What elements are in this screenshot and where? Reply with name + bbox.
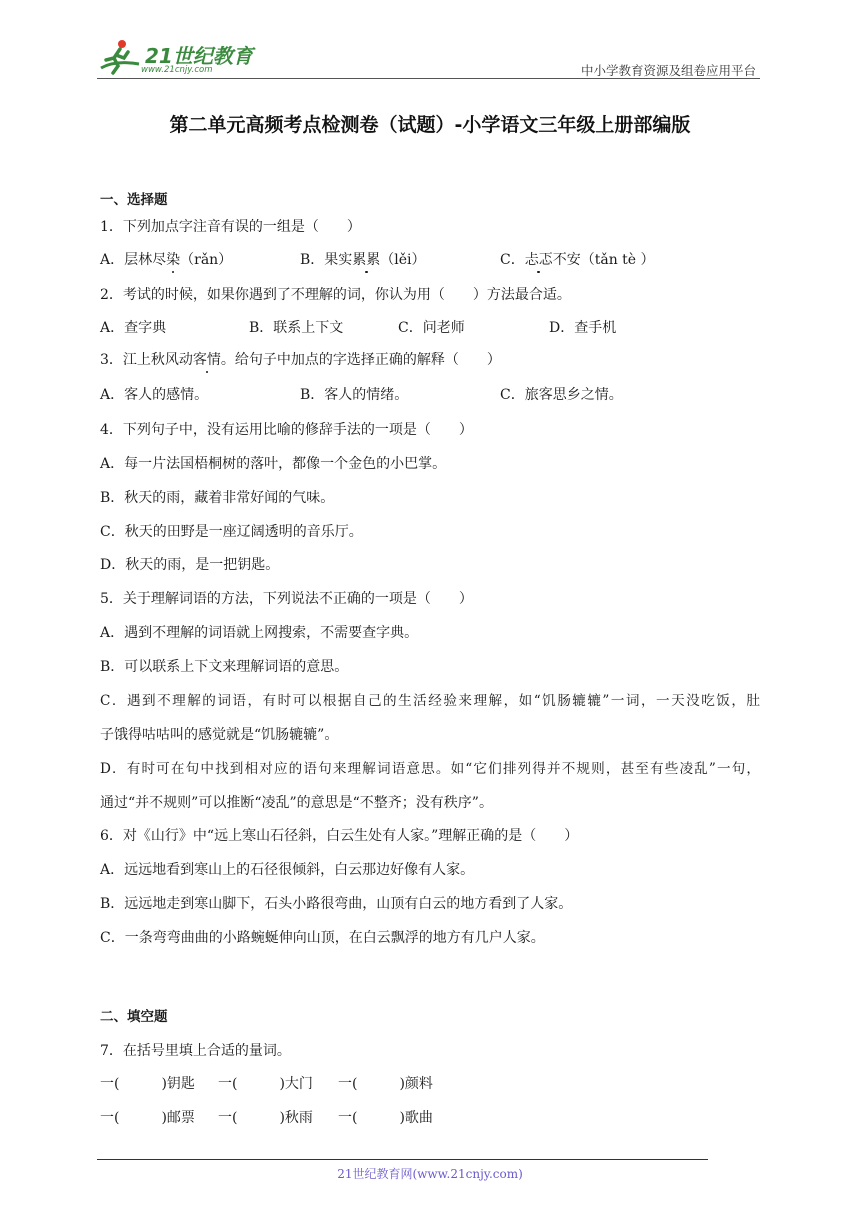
question-2-stem: 2．考试的时候，如果你遇到了不理解的词，你认为用（ ）方法最合适。 <box>100 287 571 303</box>
logo-url: www.21cnjy.com <box>141 65 213 75</box>
dotted-char: 忐忑 <box>524 252 553 268</box>
footer-link[interactable]: 21世纪教育网(www.21cnjy.com) <box>337 1167 523 1181</box>
blank-item: 一( )秋雨 <box>218 1110 313 1126</box>
question-6-option-b: B．远远地走到寒山脚下，石头小路很弯曲，山顶有白云的地方看到了人家。 <box>100 896 573 912</box>
logo-text: 21世纪教育 <box>145 44 253 68</box>
question-5-option-b: B．可以联系上下文来理解词语的意思。 <box>100 659 349 675</box>
dotted-char: 累累 <box>352 252 381 268</box>
question-4-option-c: C．秋天的田野是一座辽阔透明的音乐厅。 <box>100 524 363 540</box>
question-7-stem: 7．在括号里填上合适的量词。 <box>100 1043 291 1059</box>
header-divider <box>97 78 760 79</box>
question-6-option-a: A．远远地看到寒山上的石径很倾斜，白云那边好像有人家。 <box>100 862 475 878</box>
question-2-option-b: B．联系上下文 <box>249 320 344 336</box>
page-title: 第二单元高频考点检测卷（试题）-小学语文三年级上册部编版 <box>169 114 691 136</box>
question-4-stem: 4．下列句子中，没有运用比喻的修辞手法的一项是（ ） <box>100 422 473 438</box>
question-5-option-c-line2: 子饿得咕咕叫的感觉就是“饥肠辘辘”。 <box>100 727 339 743</box>
dotted-char: 染 <box>166 252 181 268</box>
question-6-stem: 6．对《山行》中“远上寒山石径斜，白云生处有人家。”理解正确的是（ ） <box>100 828 579 844</box>
question-4-option-b: B．秋天的雨，藏着非常好闻的气味。 <box>100 490 335 506</box>
question-1-stem: 1．下列加点字注音有误的一组是（ ） <box>100 219 361 235</box>
section-heading-choice: 一、选择题 <box>100 192 168 208</box>
question-5-option-d-line2: 通过“并不规则”可以推断“凌乱”的意思是“不整齐；没有秩序”。 <box>100 795 493 811</box>
footer-divider <box>97 1159 708 1160</box>
question-2-option-d: D．查手机 <box>549 320 617 336</box>
runner-logo-icon <box>95 38 143 78</box>
question-4-option-a: A．每一片法国梧桐树的落叶，都像一个金色的小巴掌。 <box>100 456 447 472</box>
platform-name: 中小学教育资源及组卷应用平台 <box>580 63 756 78</box>
blank-item: 一( )歌曲 <box>338 1110 433 1126</box>
blank-item: 一( )颜料 <box>338 1076 433 1092</box>
question-5-option-a: A．遇到不理解的词语就上网搜索，不需要查字典。 <box>100 625 419 641</box>
blank-item: 一( )大门 <box>218 1076 313 1092</box>
question-3-option-a: A．客人的感情。 <box>100 387 209 403</box>
dotted-char: 客情 <box>192 352 221 368</box>
blank-item: 一( )邮票 <box>100 1110 195 1126</box>
section-heading-fill: 二、填空题 <box>100 1009 168 1025</box>
question-4-option-d: D．秋天的雨，是一把钥匙。 <box>100 557 280 573</box>
question-6-option-c: C．一条弯弯曲曲的小路蜿蜒伸向山顶，在白云飘浮的地方有几户人家。 <box>100 930 545 946</box>
blank-item: 一( )钥匙 <box>100 1076 195 1092</box>
question-2-option-c: C．问老师 <box>398 320 465 336</box>
question-1-option-a: A．层林尽染（rǎn） <box>100 252 233 268</box>
question-1-option-c: C．忐忑不安（tǎn tè ） <box>500 252 655 268</box>
question-5-option-c-line1: C．遇到不理解的词语，有时可以根据自己的生活经验来理解，如“饥肠辘辘”一词，一天没吃饭，肚 <box>100 693 761 709</box>
question-3-option-b: B．客人的情绪。 <box>300 387 409 403</box>
question-2-option-a: A．查字典 <box>100 320 167 336</box>
question-3-option-c: C．旅客思乡之情。 <box>500 387 623 403</box>
logo <box>95 38 265 78</box>
question-1-option-b: B．果实累累（lěi） <box>300 252 426 268</box>
question-3-stem: 3．江上秋风动客情。给句子中加点的字选择正确的解释（ ） <box>100 352 501 368</box>
question-5-stem: 5．关于理解词语的方法，下列说法不正确的一项是（ ） <box>100 591 473 607</box>
question-5-option-d-line1: D．有时可在句中找到相对应的语句来理解词语意思。如“它们排列得并不规则，甚至有些凌乱”一句， <box>100 761 760 777</box>
